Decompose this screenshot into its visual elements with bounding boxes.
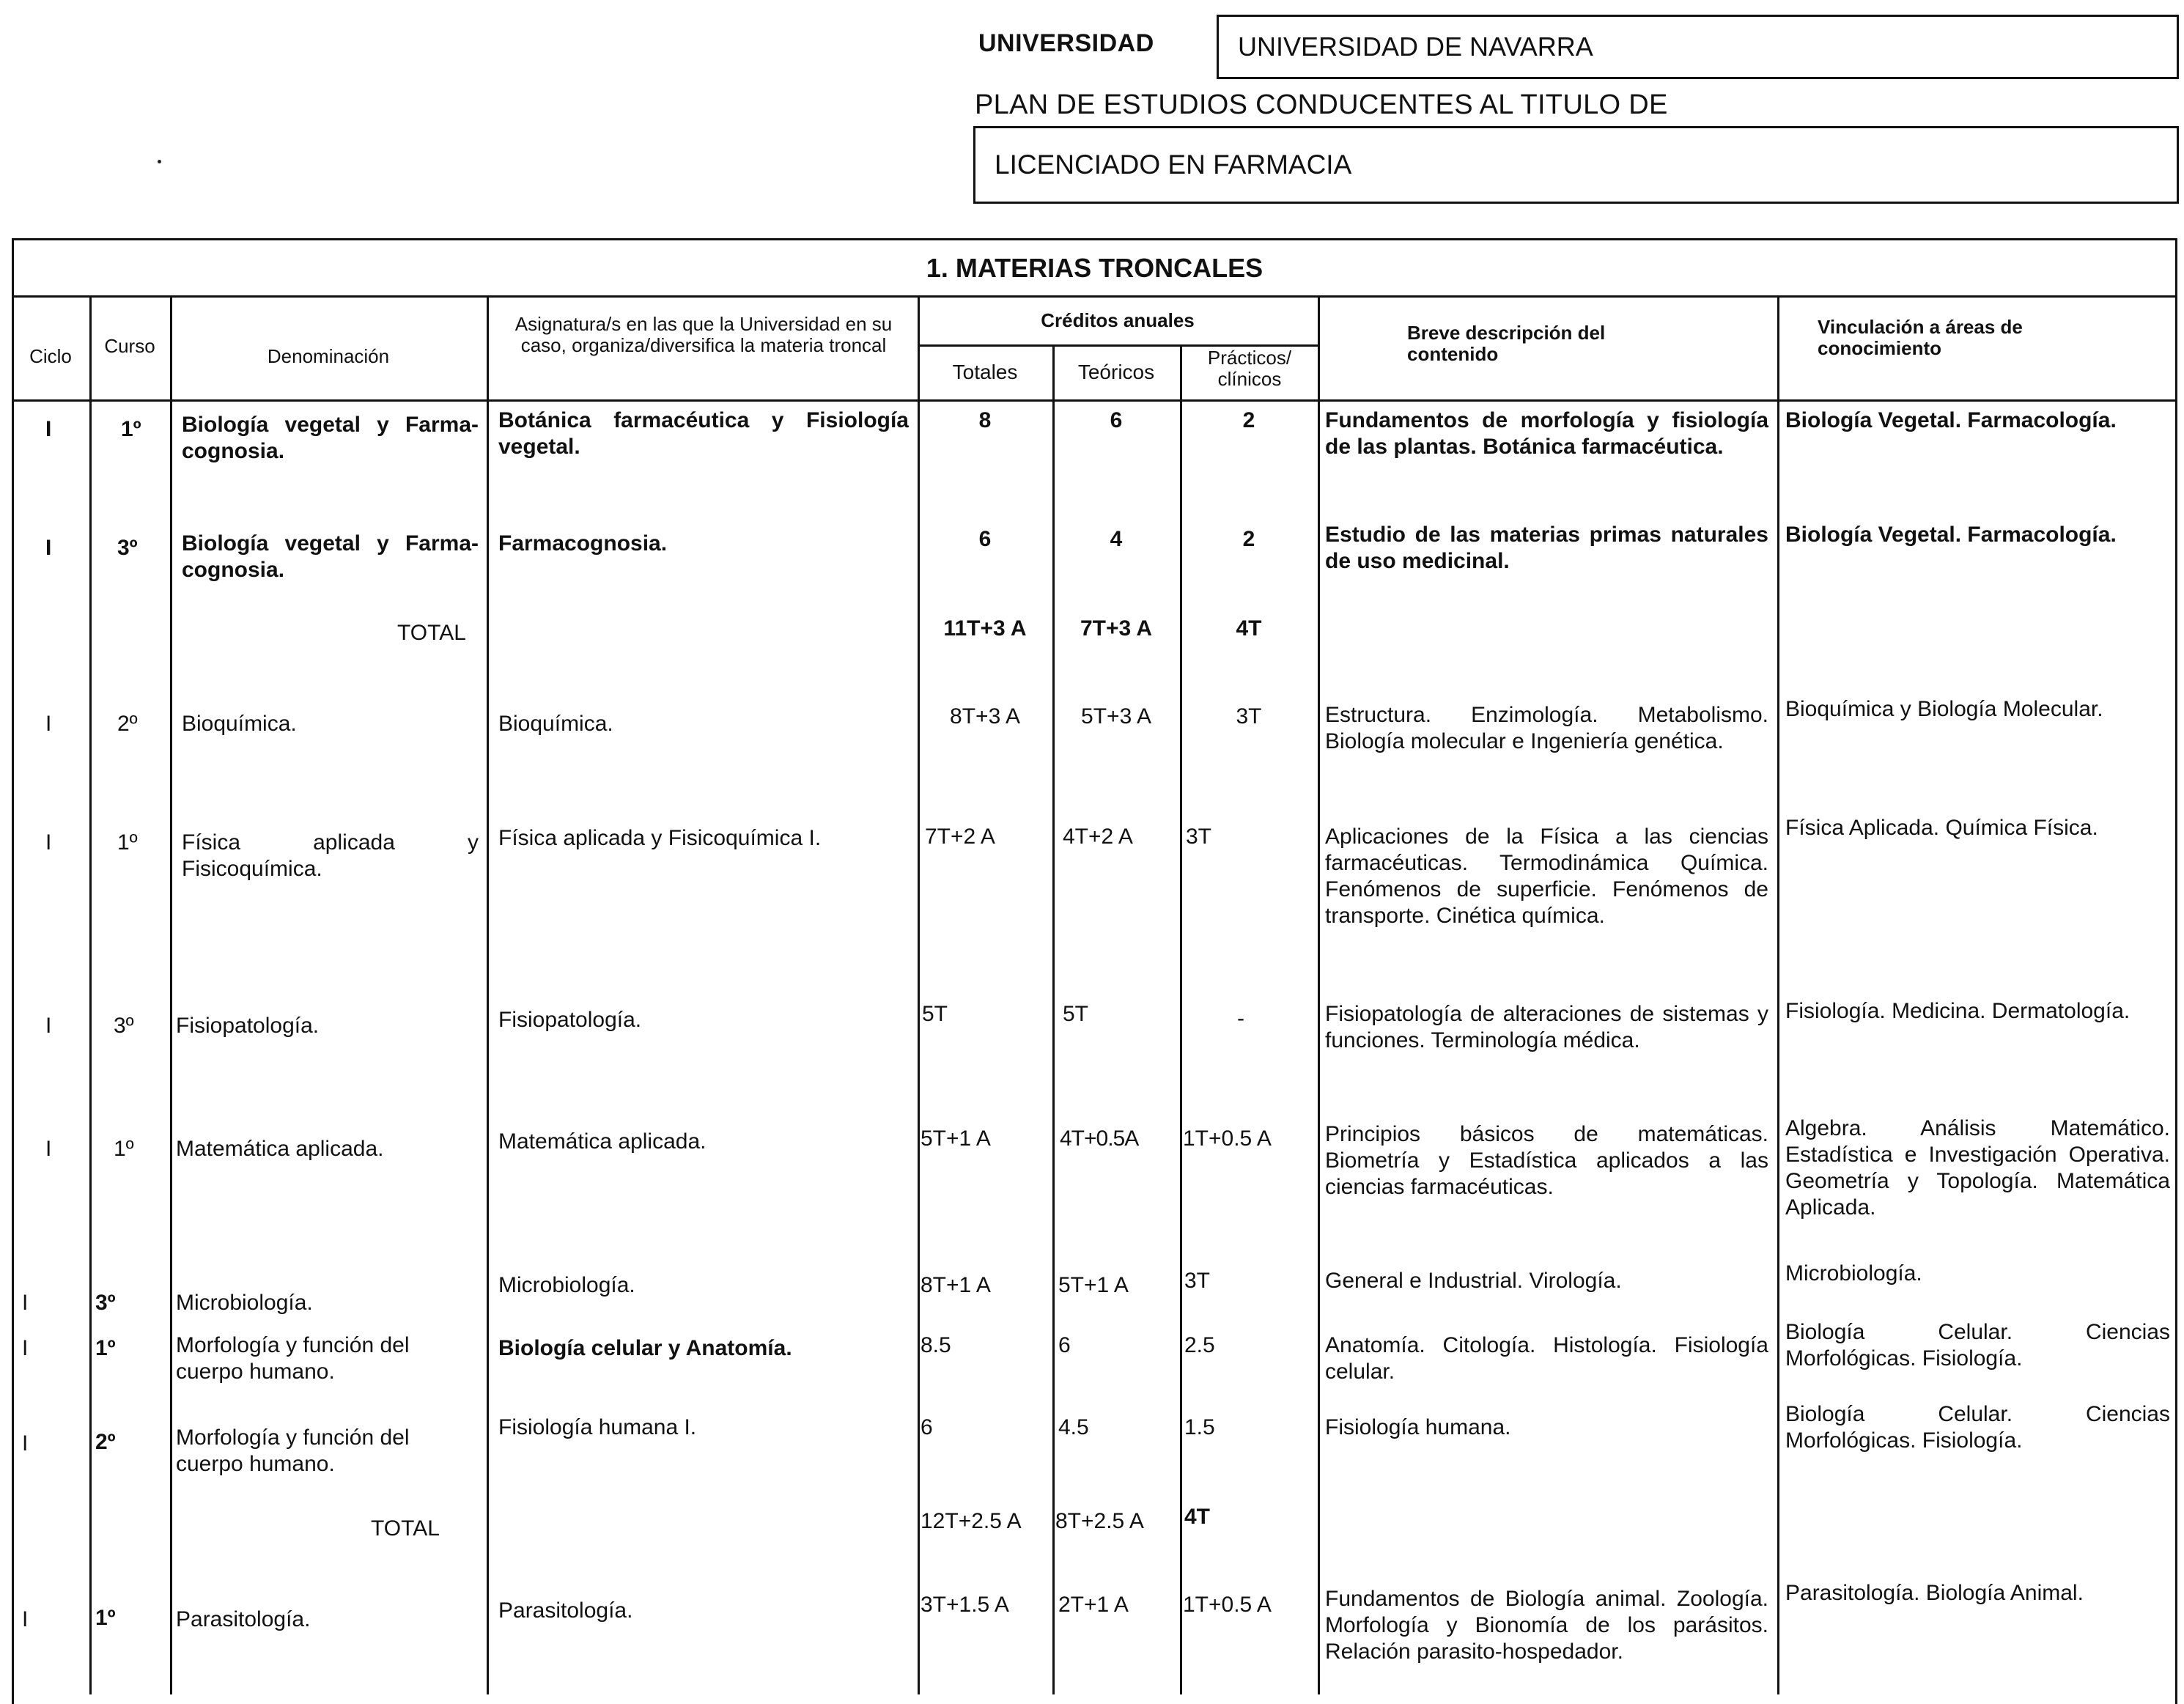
cell-descripcion: Estudio de las materias primas naturales de uso medicinal. [1325, 523, 1768, 573]
cell-teoricos: 4T+0.5A [1060, 1126, 1139, 1151]
cell-asignatura: Matemática aplicada. [498, 1129, 707, 1154]
cell-ciclo: I [22, 1607, 29, 1631]
cell-denominacion: Biología vegetal y Farma-cognosia. [182, 413, 479, 463]
cell-denominacion: Bioquímica. [182, 712, 297, 736]
cell-totales: 8 [978, 408, 992, 432]
col-divider [1180, 399, 1182, 1694]
col-divider [1318, 295, 1320, 399]
cell-vinculacion: Bioquímica y Biología Molecular. [1785, 697, 2103, 721]
cell-totales: 8T+3 A [950, 704, 1020, 729]
cell-ciclo: I [45, 830, 52, 855]
cell-vinculacion: Biología Celular. Ciencias Morfológicas. Fisiología. [1785, 1402, 2170, 1453]
cell-totales: 8T+1 A [921, 1273, 991, 1297]
cell-totales: 12T+2.5 A [921, 1509, 1022, 1533]
col-divider [918, 399, 920, 1694]
cell-teoricos: 7T+3 A [1080, 616, 1153, 641]
cell-totales: 6 [978, 527, 992, 551]
cell-totales: 11T+3 A [943, 616, 1027, 641]
cell-ciclo: I [22, 1431, 29, 1456]
titulo-field [973, 126, 2179, 204]
col-divider [487, 295, 489, 399]
table-title-divider [12, 295, 2177, 298]
cell-vinculacion: Parasitología. Biología Animal. [1785, 1581, 2084, 1605]
cell-practicos: 2.5 [1184, 1333, 1215, 1357]
cell-vinculacion: Biología Vegetal. Farmacología. [1785, 523, 2117, 547]
cell-curso: 1º [121, 417, 141, 441]
cell-practicos: 1T+0.5 A [1183, 1126, 1272, 1151]
col-divider [1180, 344, 1182, 399]
cell-curso: 1º [117, 830, 138, 855]
cell-curso: 3º [95, 1291, 116, 1315]
cell-practicos: 2 [1242, 408, 1255, 432]
header-ciclo: Ciclo [29, 345, 72, 367]
cell-practicos: - [1237, 1006, 1244, 1030]
titulo-value: LICENCIADO EN FARMACIA [995, 150, 1352, 180]
header-denominacion: Denominación [267, 345, 390, 367]
cell-teoricos: 4 [1110, 527, 1123, 551]
cell-ciclo: I [22, 1291, 29, 1315]
total-label: TOTAL [397, 621, 466, 645]
cell-asignatura: Biología celular y Anatomía. [498, 1336, 792, 1360]
cell-descripcion: Aplicaciones de la Física a las ciencias farmacéuticas. Termodinámica Química. Fenómenos de superficie. Fenómenos de transporte. Cinética química. [1325, 825, 1768, 928]
col-divider [1318, 399, 1320, 1694]
cell-descripcion: Anatomía. Citología. Histología. Fisiología celular. [1325, 1333, 1768, 1384]
cell-curso: 1º [114, 1137, 134, 1161]
cell-denominacion: Biología vegetal y Farma-cognosia. [182, 531, 479, 582]
universidad-label: UNIVERSIDAD [978, 29, 1154, 57]
cell-descripcion: Principios básicos de matemáticas. Biometría y Estadística aplicados a las ciencias farmacéuticas. [1325, 1122, 1768, 1199]
cell-asignatura: Farmacognosia. [498, 531, 668, 556]
cell-ciclo: I [45, 536, 52, 560]
cell-practicos: 1.5 [1184, 1415, 1215, 1439]
col-divider [1777, 295, 1779, 399]
cell-ciclo: I [22, 1336, 29, 1360]
cell-curso: 1º [95, 1606, 116, 1630]
col-divider [487, 399, 489, 1694]
cell-totales: 8.5 [921, 1333, 951, 1357]
header-curso: Curso [104, 335, 155, 357]
universidad-value: UNIVERSIDAD DE NAVARRA [1238, 32, 1593, 62]
cell-practicos: 3T [1236, 704, 1262, 729]
header-bottom-divider [12, 399, 2177, 402]
cell-curso: 2º [117, 712, 138, 736]
cell-asignatura: Fisiopatología. [498, 1008, 642, 1032]
cell-curso: 3º [117, 536, 138, 560]
cell-teoricos: 6 [1110, 408, 1123, 432]
cell-descripcion: Fundamentos de morfología y fisiología de las plantas. Botánica farmacéutica. [1325, 408, 1768, 459]
cell-descripcion: Fisiología humana. [1325, 1415, 1511, 1439]
col-divider [1777, 399, 1779, 1694]
cell-descripcion: Fundamentos de Biología animal. Zoología. Morfología y Bionomía de los parásitos. Relación parasito-hospedador. [1325, 1587, 1768, 1664]
cell-denominacion: Morfología y función del cuerpo humano. [176, 1425, 410, 1476]
cell-descripcion: Fisiopatología de alteraciones de sistemas y funciones. Terminología médica. [1325, 1002, 1768, 1052]
cell-totales: 3T+1.5 A [921, 1593, 1009, 1617]
cell-denominacion: Morfología y función del cuerpo humano. [176, 1333, 410, 1384]
cell-ciclo: I [45, 1137, 52, 1161]
cell-totales: 7T+2 A [925, 825, 995, 849]
cell-asignatura: Física aplicada y Fisicoquímica I. [498, 826, 822, 850]
cell-ciclo: I [45, 417, 52, 441]
cell-descripcion: Estructura. Enzimología. Metabolismo. Biología molecular e Ingeniería genética. [1325, 703, 1768, 753]
cell-ciclo: I [45, 712, 52, 736]
cell-teoricos: 8T+2.5 A [1055, 1509, 1144, 1533]
header-descripcion: Breve descripción del contenido [1407, 322, 1606, 365]
cell-practicos: 2 [1242, 527, 1255, 551]
cell-practicos: 3T [1184, 1269, 1211, 1293]
plan-label: PLAN DE ESTUDIOS CONDUCENTES AL TITULO DE [975, 89, 1668, 120]
cell-denominacion: Fisiopatología. [176, 1014, 320, 1038]
cell-descripcion: General e Industrial. Virología. [1325, 1269, 1622, 1293]
col-divider [170, 399, 172, 1694]
cell-teoricos: 6 [1058, 1333, 1071, 1357]
cell-practicos: 4T [1236, 616, 1262, 641]
cell-denominacion: Microbiología. [176, 1291, 313, 1315]
col-divider [1052, 399, 1055, 1694]
cell-asignatura: Parasitología. [498, 1598, 633, 1623]
header-vinculacion: Vinculación a áreas de conocimiento [1818, 316, 2023, 359]
universidad-field [1217, 15, 2179, 79]
cell-practicos: 3T [1186, 825, 1212, 849]
cell-teoricos: 5T+1 A [1058, 1273, 1129, 1297]
cell-asignatura: Bioquímica. [498, 712, 613, 736]
cell-asignatura: Microbiología. [498, 1273, 635, 1297]
cell-vinculacion: Biología Vegetal. Farmacología. [1785, 408, 2117, 432]
cell-teoricos: 4T+2 A [1063, 825, 1133, 849]
cell-teoricos: 2T+1 A [1058, 1593, 1129, 1617]
cell-practicos: 4T [1184, 1505, 1211, 1529]
cell-teoricos: 5T [1063, 1002, 1089, 1026]
cell-totales: 6 [921, 1415, 933, 1439]
cell-curso: 3º [114, 1014, 134, 1038]
cell-curso: 2º [95, 1430, 116, 1454]
col-divider [89, 399, 92, 1694]
cell-denominacion: Matemática aplicada. [176, 1137, 384, 1161]
cell-denominacion: Física aplicada y Fisicoquímica. [182, 830, 479, 881]
cell-totales: 5T+1 A [921, 1126, 991, 1151]
cell-denominacion: Parasitología. [176, 1607, 311, 1631]
total-label: TOTAL [371, 1516, 440, 1541]
cell-vinculacion: Fisiología. Medicina. Dermatología. [1785, 999, 2130, 1023]
cell-vinculacion: Microbiología. [1785, 1261, 1922, 1286]
cell-ciclo: I [45, 1014, 52, 1038]
table-title: 1. MATERIAS TRONCALES [926, 253, 1263, 283]
cell-vinculacion: Física Aplicada. Química Física. [1785, 816, 2098, 840]
cell-curso: 1º [95, 1336, 116, 1360]
header-practicos: Prácticos/ clínicos [1207, 347, 1292, 390]
cell-vinculacion: Algebra. Análisis Matemático. Estadística e Investigación Operativa. Geometría y Topología. Matemática Aplicada. [1785, 1116, 2170, 1220]
cell-practicos: 1T+0.5 A [1183, 1593, 1272, 1617]
cell-totales: 5T [922, 1002, 948, 1026]
cell-asignatura: Botánica farmacéutica y Fisiología vegetal. [498, 408, 909, 459]
cell-asignatura: Fisiología humana I. [498, 1415, 697, 1439]
header-creditos: Créditos anuales [1041, 309, 1195, 331]
scan-dot [158, 160, 161, 163]
cell-teoricos: 5T+3 A [1081, 704, 1151, 729]
header-teoricos: Teóricos [1077, 361, 1155, 383]
cell-teoricos: 4.5 [1058, 1415, 1089, 1439]
header-asignatura: Asignatura/s en las que la Universidad en su caso, organiza/diversifica la materia troncal [514, 313, 893, 356]
cell-vinculacion: Biología Celular. Ciencias Morfológicas. Fisiología. [1785, 1320, 2170, 1371]
header-totales: Totales [952, 361, 1018, 383]
